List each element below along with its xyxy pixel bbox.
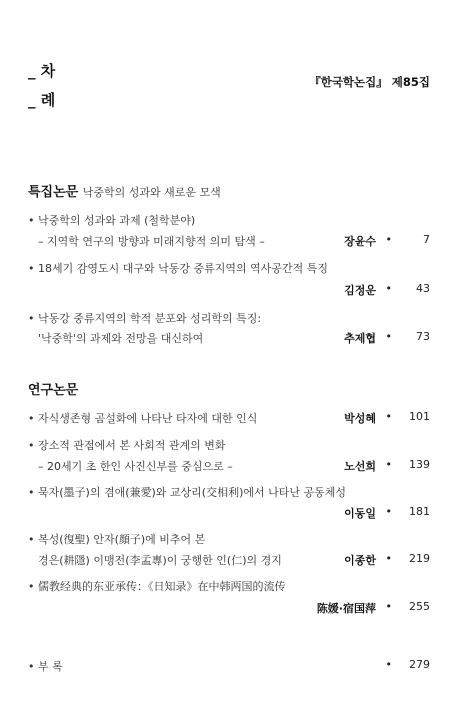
- separator-dot: •: [385, 505, 392, 518]
- appendix-entry[interactable]: [28, 658, 63, 674]
- separator-dot: •: [385, 600, 392, 613]
- separator-dot: •: [385, 552, 392, 565]
- special-section-label: 특집논문: [28, 185, 79, 200]
- entry-author: 노선희: [344, 460, 376, 473]
- entry-title[interactable]: [28, 212, 195, 228]
- entry-page[interactable]: 279: [409, 658, 430, 671]
- entry-subtitle: – 20세기 초 한인 사진신부를 중심으로 –: [38, 460, 233, 473]
- entry-author: 이동일: [344, 507, 376, 520]
- entry-author: 김정운: [344, 284, 376, 297]
- bullet-icon: •: [28, 439, 35, 452]
- entry-title-text: 장소적 관점에서 본 사회적 관계의 변화: [38, 439, 226, 452]
- bullet-icon: •: [28, 580, 35, 593]
- entry-subtitle: 경은(耕隱) 이맹전(李孟專)이 궁행한 인(仁)의 경지: [38, 554, 282, 567]
- entry-page[interactable]: 43: [416, 282, 430, 295]
- entry-page[interactable]: 101: [409, 410, 430, 423]
- entry-title-text: 儒教经典的东亚承传：《日知录》在中韩两国的流传: [38, 580, 286, 593]
- entry-title[interactable]: [28, 578, 286, 594]
- entry-title[interactable]: [28, 484, 346, 500]
- special-section-subtitle: 낙중학의 성과와 새로운 모색: [82, 186, 221, 199]
- bullet-icon: •: [28, 533, 35, 546]
- entry-page[interactable]: 7: [423, 233, 430, 246]
- entry-title-text: 묵자(墨子)의 겸애(兼愛)와 교상리(交相利)에서 나타난 공동체성: [38, 486, 347, 499]
- separator-dot: •: [385, 658, 392, 671]
- entry-title[interactable]: [28, 437, 226, 453]
- toc-heading-line2: _ 례: [28, 91, 56, 109]
- entry-page[interactable]: 73: [416, 330, 430, 343]
- entry-page[interactable]: 181: [409, 505, 430, 518]
- entry-title-text: 18세기 감영도시 대구와 낙동강 중류지역의 역사공간적 특징: [38, 262, 328, 275]
- special-section-title: [28, 181, 221, 200]
- separator-dot: •: [385, 330, 392, 343]
- entry-page[interactable]: 219: [409, 552, 430, 565]
- research-section-title: 연구논문: [28, 383, 79, 398]
- toc-heading-line1: _ 차: [28, 62, 56, 80]
- bullet-icon: •: [28, 486, 35, 499]
- entry-page[interactable]: 255: [409, 600, 430, 613]
- bullet-icon: •: [28, 660, 35, 673]
- entry-author: 추제협: [344, 332, 376, 345]
- entry-title-text: 복성(復聖) 안자(顔子)에 비추어 본: [38, 533, 206, 546]
- separator-dot: •: [385, 458, 392, 471]
- entry-title[interactable]: [28, 310, 261, 326]
- entry-title[interactable]: [28, 531, 205, 547]
- journal-title: 『한국학논집』 제85집: [309, 75, 430, 89]
- appendix-label: 부 록: [38, 660, 63, 673]
- entry-author: 陈媛·宿国萍: [316, 602, 376, 615]
- bullet-icon: •: [28, 412, 35, 425]
- entry-author: 박성혜: [344, 412, 376, 425]
- separator-dot: •: [385, 410, 392, 423]
- entry-title[interactable]: [28, 260, 328, 276]
- bullet-icon: •: [28, 262, 35, 275]
- entry-title-text: 낙중학의 성과와 과제 (철학분야): [38, 214, 196, 227]
- bullet-icon: •: [28, 214, 35, 227]
- entry-author: 이종한: [344, 554, 376, 567]
- entry-author: 장윤수: [344, 235, 376, 248]
- entry-title-text: 자식생존형 곰설화에 나타난 타자에 대한 인식: [38, 412, 258, 425]
- entry-page[interactable]: 139: [409, 458, 430, 471]
- entry-title-text: 낙동강 중류지역의 학적 분포와 성리학의 특징:: [38, 312, 262, 325]
- entry-subtitle: – 지역학 연구의 방향과 미래지향적 의미 탐색 –: [38, 235, 265, 248]
- entry-title[interactable]: [28, 410, 257, 426]
- separator-dot: •: [385, 282, 392, 295]
- entry-subtitle: '낙중학'의 과제와 전망을 대신하여: [38, 332, 204, 345]
- separator-dot: •: [385, 233, 392, 246]
- bullet-icon: •: [28, 312, 35, 325]
